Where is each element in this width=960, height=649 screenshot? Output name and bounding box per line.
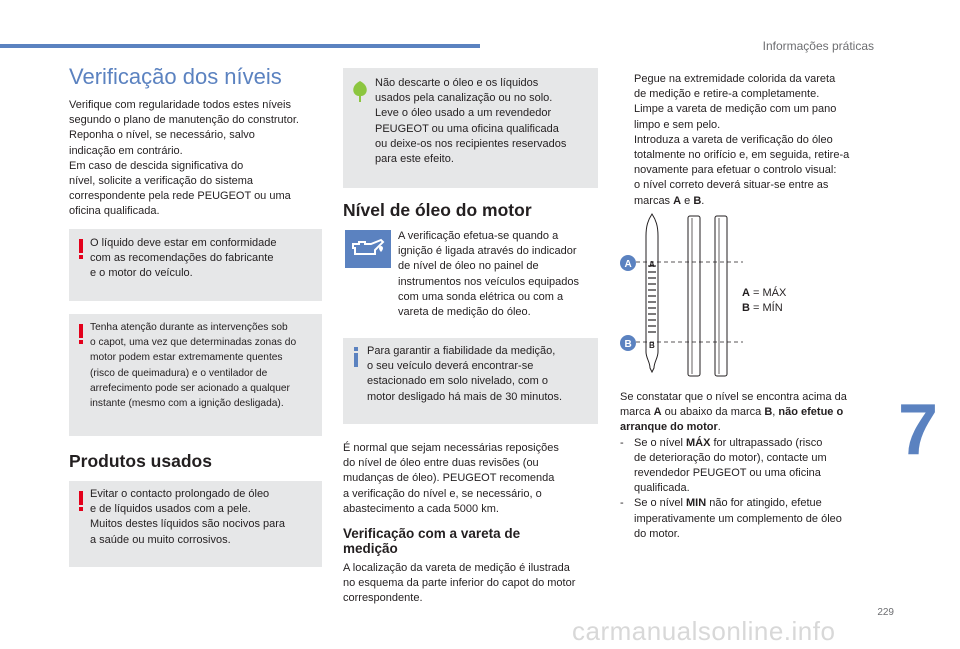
level-warning-paragraph: Se constatar que o nível se encontra acima da marca A ou abaixo da marca B, não efetue o arranque do motor. - Se o nível MÁX for ultrapassado (risco de deterioração do motor), contacte um revendedor PEUGEOT ou uma oficina qualificada. - Se o nível MIN não for atingido, efetue imperativamente um complemento de óleo do motor. (620, 390, 878, 542)
warning-box-fluid: O líquido deve estar em conformidade com as recomendações do fabricante e o motor do veículo. (69, 229, 322, 301)
chapter-number: 7 (897, 390, 938, 470)
step-item: Introduza a vareta de verificação do óleo totalmente no orifício e, em seguida, retire-a novamente para efetuar o controlo visual: o nível correto deverá situar-se entre as marcas A e B. (620, 133, 878, 209)
level-legend: A = MÁX B = MÍN (742, 287, 787, 315)
step-item: Limpe a vareta de medição com um pano limpo e sem pelo. (620, 102, 878, 132)
step-marker (620, 102, 634, 132)
warning-icon (77, 491, 85, 511)
dipstick-paragraph: A localização da vareta de medição é ilustrada no esquema da parte inferior do capot do motor correspondente. (343, 562, 576, 605)
products-heading: Produtos usados (69, 451, 212, 471)
normal-refill-paragraph: É normal que sejam necessárias reposições do nível de óleo entre duas revisões (ou mudanças de óleo). PEUGEOT recomenda a verificação do nível e, se necessário, o abastecimento a cada 5000 km. (343, 442, 559, 515)
info-box-measurement: Para garantir a fiabilidade da medição, o seu veículo deverá encontrar-se estacionado em solo nivelado, com o motor desligado há mais de 30 minutos. (343, 338, 598, 424)
leaf-icon (351, 80, 369, 102)
dipstick-mark-b: B (649, 341, 655, 350)
warning-box-products: Evitar o contacto prolongado de óleo e de líquidos usados com a pele. Muitos destes líquidos são nocivos para a saúde ou muito corrosivos. (69, 481, 322, 567)
oil-indicator-icon (345, 230, 391, 268)
min-item: - Se o nível MIN não for atingido, efetue imperativamente um complemento de óleo do motor. (620, 497, 842, 540)
dipstick-mark-a: A (649, 260, 655, 269)
warning-icon (77, 239, 85, 259)
warning-icon (77, 324, 85, 344)
step-marker (620, 133, 634, 209)
section-title-header: Informações práticas (762, 39, 874, 53)
dipstick-heading: Verificação com a vareta de medição (343, 526, 521, 556)
marks-line: marcas A e B. (634, 194, 705, 207)
step-item: Pegue na extremidade colorida da vareta de medição e retire-a completamente. (620, 72, 878, 102)
warning-box-engine: Tenha atenção durante as intervenções sob o capot, uma vez que determinadas zonas do motor podem estar extremamente quentes (risco de queimadura) e o ventilador de arrefecimento pode ser acionado a qualquer instante (mesmo com a ignição desligada). (69, 314, 322, 436)
watermark: carmanualsonline.info (572, 616, 836, 646)
label-a-circle: A (624, 259, 632, 270)
dipstick-steps (620, 72, 878, 209)
max-item: - Se o nível MÁX for ultrapassado (risco de deterioração do motor), contacte um revendedor PEUGEOT ou uma oficina qualificada. (620, 436, 827, 495)
step-marker (620, 72, 634, 102)
label-b-circle: B (624, 339, 632, 350)
oil-level-heading: Nível de óleo do motor (343, 200, 532, 220)
oil-level-text: A verificação efetua-se quando a ignição é ligada através do indicador de nível de óleo no painel de instrumentos nos veículos equipados com uma sonda elétrica ou com a vareta de medição do óleo. (398, 230, 579, 319)
eco-box: Não descarte o óleo e os líquidos usados pela canalização ou no solo. Leve o óleo usado a um revendedor PEUGEOT ou uma oficina qualificada ou deixe-os nos recipientes reservados para este efeito. (343, 68, 598, 188)
page-title: Verificação dos níveis (69, 64, 282, 89)
page-number: 229 (877, 607, 894, 618)
intro-paragraph: Verifique com regularidade todos estes níveis segundo o plano de manutenção do construtor. Reponha o nível, se necessário, salvo indicação em contrário. Em caso de descida significativa do nível, solicite a verificação do sistema correspondente pela rede PEUGEOT ou uma oficina qualificada. (69, 99, 299, 218)
header-bar (0, 44, 480, 48)
info-icon (352, 347, 360, 367)
